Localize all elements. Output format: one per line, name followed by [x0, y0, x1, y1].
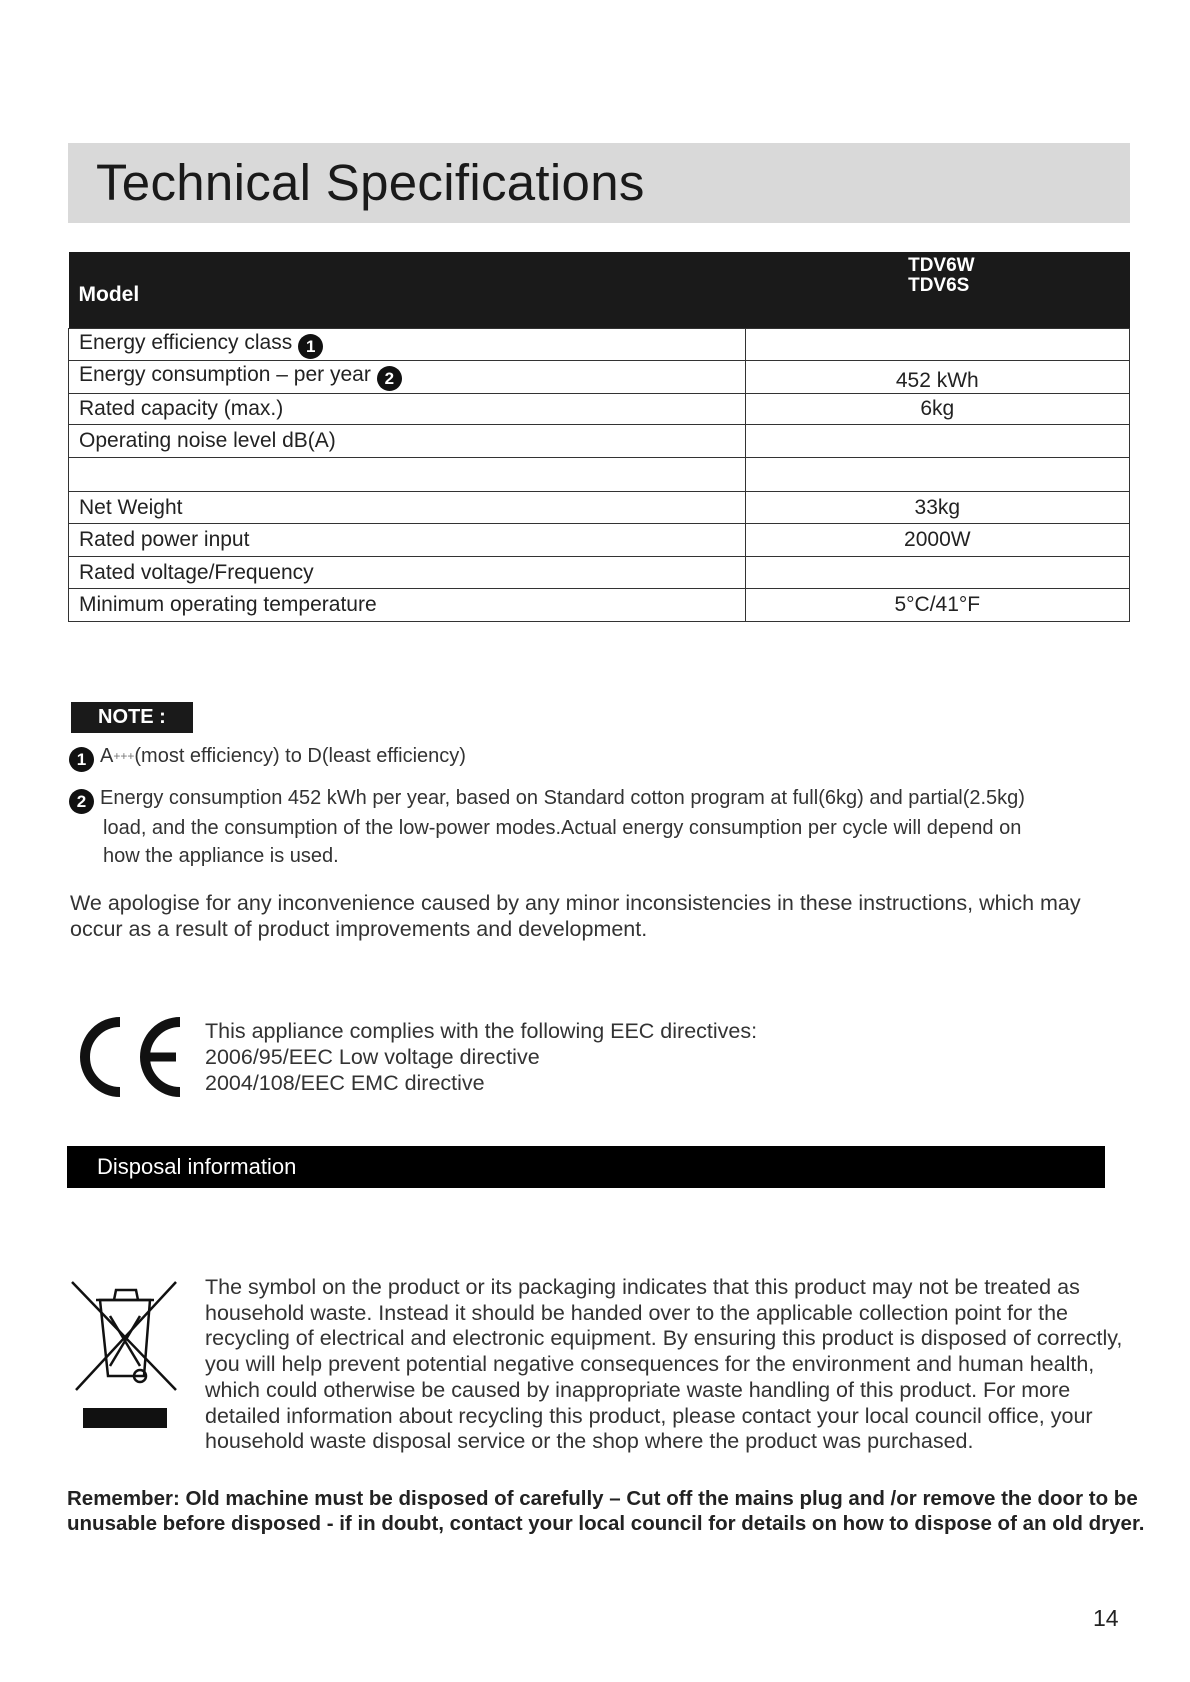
note-item-2 [69, 784, 1139, 870]
spec-table-header [69, 252, 1130, 329]
row-label: Net Weight [69, 492, 746, 524]
row-label [69, 361, 746, 394]
table-row [69, 557, 1130, 589]
spec-table [68, 252, 1130, 622]
row-value: 2000W [745, 524, 1129, 557]
row-value [745, 458, 1129, 492]
table-row [69, 458, 1130, 492]
page-number: 14 [1093, 1605, 1119, 1631]
row-label: Rated capacity (max.) [69, 394, 746, 425]
note-item-2-line2: load, and the consumption of the low-power modes.Actual energy consumption per cycle will depend on [103, 817, 1022, 839]
note-item-2-line1: Energy consumption 452 kWh per year, based on Standard cotton program at full(6kg) and partial(2.5kg) [100, 787, 1025, 809]
page-title: Technical Specifications [96, 154, 645, 211]
row-label [69, 458, 746, 492]
row-label [69, 329, 746, 361]
note-item-1-a: A [100, 745, 114, 767]
footnote-badge: 1 [69, 747, 94, 772]
row-label: Minimum operating temperature [69, 589, 746, 622]
crossed-out-wheelie-bin-icon [70, 1276, 180, 1431]
ce-line: 2004/108/EEC EMC directive [205, 1071, 485, 1095]
footnote-badge: 2 [69, 789, 94, 814]
note-item-1-plus: +++ [113, 749, 135, 763]
apology-text: We apologise for any inconvenience caused by any minor inconsistencies in these instructions, which may occur as a result of product improvements and development. [70, 891, 1081, 941]
row-label: Rated power input [69, 524, 746, 557]
ce-directives [205, 1018, 757, 1096]
disposal-title: Disposal information [97, 1154, 297, 1179]
footnote-badge: 2 [377, 366, 402, 391]
table-row [69, 361, 1130, 394]
table-row [69, 492, 1130, 524]
title-band [68, 143, 1130, 223]
ce-mark-icon [76, 1014, 186, 1100]
model-header: Model [69, 252, 746, 329]
ce-line: This appliance complies with the following EEC directives: [205, 1019, 758, 1043]
model-names [745, 252, 1129, 329]
row-label: Rated voltage/Frequency [69, 557, 746, 589]
table-row [69, 589, 1130, 622]
disposal-paragraph: The symbol on the product or its packaging indicates that this product may not be treated as household waste. Instead it should be handed over to the applicable collection point for the recycling of electrical and electronic equipment. By ensuring this product is disposed of correctly, you will help prevent potential negative consequences for the environment and human health, which could otherwise be caused by inappropriate waste handling of this product. For more detailed information about recycling this product, please contact your local council office, your household waste disposal service or the shop where the product was purchased. [205, 1275, 1123, 1454]
row-label-text: Energy efficiency class [79, 330, 293, 354]
disposal-header-band [67, 1146, 1105, 1188]
table-row [69, 524, 1130, 557]
model-name: TDV6S [908, 275, 970, 296]
table-row [69, 425, 1130, 458]
ce-line: 2006/95/EEC Low voltage directive [205, 1045, 540, 1069]
row-label: Operating noise level dB(A) [69, 425, 746, 458]
note-item-2-line3: how the appliance is used. [103, 845, 339, 867]
note-label: NOTE : [71, 702, 193, 733]
row-value: 5°C/41°F [745, 589, 1129, 622]
model-name: TDV6W [908, 255, 975, 276]
row-value: 33kg [745, 492, 1129, 524]
table-row [69, 329, 1130, 361]
note-item-1 [69, 745, 466, 772]
note-item-1-text: (most efficiency) to D(least efficiency) [134, 745, 466, 767]
row-value: 6kg [745, 394, 1129, 425]
row-value [745, 557, 1129, 589]
footnote-badge: 1 [298, 334, 323, 359]
table-row [69, 394, 1130, 425]
row-value [745, 425, 1129, 458]
remember-warning: Remember: Old machine must be disposed of carefully – Cut off the mains plug and /or remove the door to be unusable before disposed - if in doubt, contact your local council for details on how to dispose of an old dryer. [67, 1487, 1145, 1535]
row-label-text: Energy consumption – per year [79, 363, 371, 386]
row-value [745, 329, 1129, 361]
row-value: 452 kWh [745, 361, 1129, 394]
